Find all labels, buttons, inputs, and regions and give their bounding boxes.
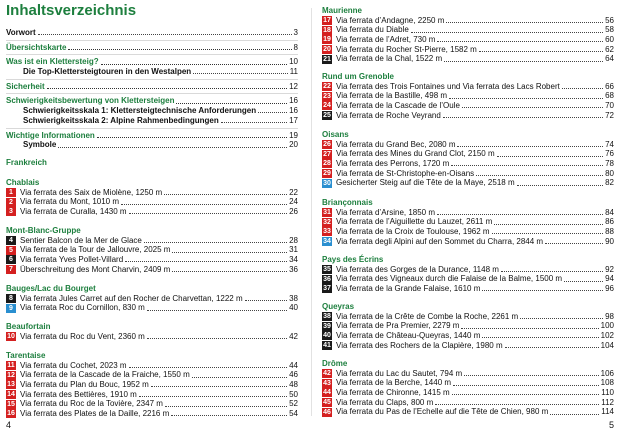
route-page: 100 xyxy=(600,321,614,331)
route-page: 98 xyxy=(605,311,614,321)
route-entry[interactable] xyxy=(322,45,614,55)
route-page: 62 xyxy=(605,44,614,54)
route-page: 82 xyxy=(605,178,614,188)
country-heading xyxy=(6,158,298,168)
route-page: 90 xyxy=(605,236,614,246)
route-title: Via ferrata du Roc de la Tovière, 2347 m xyxy=(20,399,163,409)
toc-subentry-skala-2[interactable]: Schwierigkeitsskala 2: Alpine Rahmenbedingungen 17 xyxy=(23,115,298,125)
route-number-badge: 15 xyxy=(7,400,15,408)
route-number-badge: 32 xyxy=(323,218,331,226)
route-number-badge: 39 xyxy=(323,322,331,330)
route-number-badge: 10 xyxy=(7,333,15,341)
route-title: Via ferrata du Cochet, 2023 m xyxy=(20,360,127,370)
toc-subentry-top-touren[interactable]: Die Top-Klettersteigtouren in den Westalpen 11 xyxy=(23,67,298,77)
route-number-badge: 37 xyxy=(323,285,331,293)
route-number-badge: 12 xyxy=(7,371,15,379)
route-title: Via ferrata Jules Carret auf den Rocher de Charvettan, 1222 m xyxy=(20,293,243,303)
route-title: Via ferrata des Rochers de la Clapière, 1980 m xyxy=(336,340,503,350)
toc-entry-uebersichtskarte[interactable]: Übersichtskarte 8 xyxy=(6,42,298,52)
route-page: 34 xyxy=(289,255,298,265)
route-group xyxy=(6,284,298,313)
route-entry[interactable] xyxy=(322,378,614,388)
route-title: Via ferrata des Mines du Grand Clot, 2150 m xyxy=(336,149,495,159)
route-number-badge: 40 xyxy=(323,332,331,340)
group-heading: Maurienne xyxy=(322,6,363,15)
route-page: 114 xyxy=(601,407,614,417)
route-number-badge: 22 xyxy=(323,83,331,91)
route-title: Via ferrata des Gorges de la Durance, 1148 m xyxy=(336,264,499,274)
route-page: 58 xyxy=(605,25,614,35)
route-number-badge: 35 xyxy=(323,266,331,274)
route-entry[interactable] xyxy=(322,369,614,379)
route-title: Via ferrata de la Grande Falaise, 1610 m xyxy=(336,284,481,294)
route-title: Via ferrata de Chironne, 1415 m xyxy=(336,388,450,398)
group-heading: Pays des Écrins xyxy=(322,255,384,264)
route-number-badge: 46 xyxy=(323,408,331,416)
route-number-badge: 26 xyxy=(323,141,331,149)
route-title: Via ferrata de l’Adret, 730 m xyxy=(336,35,436,45)
route-page: 96 xyxy=(605,284,614,294)
route-page: 110 xyxy=(601,388,614,398)
route-group xyxy=(322,6,614,64)
route-page: 38 xyxy=(289,293,298,303)
route-title: Via ferrata de l’Aiguillette du Lauzet, 2611 m xyxy=(336,217,493,227)
group-heading: Tarentaise xyxy=(6,351,46,360)
route-number-badge: 5 xyxy=(6,246,16,255)
route-page: 24 xyxy=(289,197,298,207)
route-group xyxy=(322,130,614,188)
toc-entry-vorwort[interactable]: Vorwort 3 xyxy=(6,28,298,37)
route-entry[interactable] xyxy=(6,265,298,275)
toc-title: Inhaltsverzeichnis xyxy=(6,2,137,19)
route-title: Via ferrata du Claps, 800 m xyxy=(336,397,434,407)
route-page: 106 xyxy=(600,368,614,378)
route-page: 54 xyxy=(289,409,298,419)
route-entry[interactable] xyxy=(322,341,614,351)
route-entry[interactable] xyxy=(322,101,614,111)
route-entry[interactable] xyxy=(6,294,298,304)
route-number-badge: 9 xyxy=(6,304,16,313)
route-title: Via ferrata de la Berche, 1440 m xyxy=(336,378,452,388)
route-title: Via ferrata de la Crête de Combe la Roche, 2261 m xyxy=(336,311,519,321)
route-number-badge: 21 xyxy=(323,55,331,63)
group-heading: Rund um Grenoble xyxy=(322,72,394,81)
route-title: Via ferrata Yves Pollet-Villard xyxy=(20,255,124,265)
route-number-badge: 29 xyxy=(323,170,331,178)
route-title: Via ferrata de Curalla, 1430 m xyxy=(20,207,127,217)
page-number-right: 5 xyxy=(608,420,614,430)
route-page: 31 xyxy=(289,245,298,255)
route-page: 64 xyxy=(605,54,614,64)
route-entry[interactable] xyxy=(322,82,614,92)
route-entry[interactable] xyxy=(6,361,298,371)
route-entry[interactable] xyxy=(322,227,614,237)
route-entry[interactable] xyxy=(322,111,614,121)
route-title: Via ferrata des Perrons, 1720 m xyxy=(336,159,450,169)
route-title: Via ferrata du Roc du Vent, 2360 m xyxy=(20,331,145,341)
route-entry[interactable] xyxy=(322,331,614,341)
route-title: Überschreitung des Mont Charvin, 2409 m xyxy=(20,264,171,274)
route-entry[interactable] xyxy=(6,303,298,313)
group-heading: Chablais xyxy=(6,178,40,187)
route-entry[interactable] xyxy=(322,169,614,179)
route-number-badge: 36 xyxy=(323,275,331,283)
route-number-badge: 3 xyxy=(6,207,16,216)
route-page: 104 xyxy=(600,340,614,350)
route-page: 50 xyxy=(289,389,298,399)
route-number-badge: 33 xyxy=(323,228,331,236)
route-entry[interactable] xyxy=(322,16,614,26)
route-entry[interactable] xyxy=(6,245,298,255)
route-page: 76 xyxy=(605,149,614,159)
route-entry[interactable] xyxy=(322,208,614,218)
route-entry[interactable] xyxy=(322,388,614,398)
route-group xyxy=(6,322,298,341)
route-entry[interactable] xyxy=(6,332,298,342)
group-heading: Mont-Blanc-Gruppe xyxy=(6,226,81,235)
route-entry[interactable] xyxy=(6,409,298,419)
route-page: 72 xyxy=(605,110,614,120)
route-title: Via ferrata de la Bastille, 498 m xyxy=(336,91,448,101)
toc-entry-sicherheit[interactable]: Sicherheit 12 xyxy=(6,81,298,91)
route-entry[interactable] xyxy=(6,207,298,217)
route-group xyxy=(6,351,298,419)
route-page: 80 xyxy=(605,168,614,178)
route-entry[interactable] xyxy=(6,188,298,198)
route-title: Via ferrata de Pra Premier, 2279 m xyxy=(336,321,460,331)
route-title: Via ferrata de la Chal, 1522 m xyxy=(336,54,443,64)
route-title: Via ferrata de Roche Veyrand xyxy=(336,110,441,120)
route-page: 60 xyxy=(605,35,614,45)
route-page: 112 xyxy=(601,397,614,407)
route-number-badge: 19 xyxy=(323,36,331,44)
group-heading: Drôme xyxy=(322,359,348,368)
route-page: 66 xyxy=(605,81,614,91)
route-title: Via ferrata Roc du Cornillon, 830 m xyxy=(20,303,145,313)
route-entry[interactable] xyxy=(6,197,298,207)
route-title: Via ferrata d’Arsine, 1850 m xyxy=(336,207,436,217)
route-number-badge: 6 xyxy=(6,255,16,264)
route-group xyxy=(322,72,614,120)
route-number-badge: 23 xyxy=(323,92,331,100)
route-number-badge: 24 xyxy=(323,102,331,110)
route-entry[interactable] xyxy=(322,265,614,275)
route-page: 86 xyxy=(605,217,614,227)
group-heading: Beaufortain xyxy=(6,322,51,331)
route-number-badge: 11 xyxy=(7,362,15,370)
route-entry[interactable] xyxy=(6,370,298,380)
route-number-badge: 44 xyxy=(323,389,331,397)
route-entry[interactable] xyxy=(322,321,614,331)
route-number-badge: 42 xyxy=(323,370,331,378)
route-page: 78 xyxy=(605,159,614,169)
route-number-badge: 34 xyxy=(323,238,331,246)
route-entry[interactable] xyxy=(322,149,614,159)
toc-subentry-symbole[interactable]: Symbole 20 xyxy=(23,140,298,150)
route-page: 26 xyxy=(289,207,298,217)
route-title: Via ferrata de la Croix de Toulouse, 1962 m xyxy=(336,227,490,237)
route-number-badge: 4 xyxy=(6,236,16,245)
route-entry[interactable] xyxy=(322,91,614,101)
toc-entry-bewertung[interactable]: Schwierigkeitsbewertung von Klettersteigen 16 xyxy=(6,96,298,106)
route-page: 56 xyxy=(605,15,614,25)
route-page: 28 xyxy=(289,235,298,245)
route-title: Via ferrata du Mont, 1010 m xyxy=(20,197,120,207)
route-title: Via ferrata du Grand Bec, 2080 m xyxy=(336,139,456,149)
route-group xyxy=(322,255,614,294)
route-page: 40 xyxy=(289,303,298,313)
route-page: 46 xyxy=(289,370,298,380)
route-page: 22 xyxy=(289,187,298,197)
route-number-badge: 13 xyxy=(7,381,15,389)
route-number-badge: 43 xyxy=(323,379,331,387)
route-title: Via ferrata du Lac du Sautet, 794 m xyxy=(336,368,463,378)
route-page: 92 xyxy=(605,264,614,274)
route-group xyxy=(322,198,614,246)
route-page: 108 xyxy=(600,378,614,388)
route-page: 84 xyxy=(605,207,614,217)
route-title: Via ferrata des Saix de Miolène, 1250 m xyxy=(20,187,163,197)
route-entry[interactable] xyxy=(6,399,298,409)
route-title: Via ferrata du Plan du Bouc, 1952 m xyxy=(20,380,149,390)
route-page: 88 xyxy=(605,227,614,237)
toc-entry-klettersteig[interactable]: Was ist ein Klettersteig? 10 xyxy=(6,57,298,67)
route-title: Via ferrata de la Tour de Jallouvre, 2025 m xyxy=(20,245,171,255)
route-number-badge: 30 xyxy=(323,179,331,187)
route-number-badge: 31 xyxy=(323,209,331,217)
route-title: Via ferrata des Vigneaux durch die Falaise de la Balme, 1500 m xyxy=(336,274,563,284)
route-page: 44 xyxy=(289,360,298,370)
route-page: 74 xyxy=(605,139,614,149)
route-entry[interactable] xyxy=(322,217,614,227)
route-page: 68 xyxy=(605,91,614,101)
page-number-left: 4 xyxy=(6,420,12,430)
route-number-badge: 45 xyxy=(323,399,331,407)
route-page: 102 xyxy=(600,331,614,341)
route-page: 70 xyxy=(605,101,614,111)
route-number-badge: 16 xyxy=(7,410,15,418)
route-entry[interactable] xyxy=(322,140,614,150)
route-page: 48 xyxy=(289,380,298,390)
route-entry[interactable] xyxy=(322,284,614,294)
route-entry[interactable] xyxy=(322,398,614,408)
intro-section xyxy=(6,28,298,150)
route-title: Gesicherter Steig auf die Tête de la Maye, 2518 m xyxy=(336,178,515,188)
route-group xyxy=(322,302,614,350)
route-number-badge: 17 xyxy=(323,17,331,25)
route-group xyxy=(322,359,614,417)
route-entry[interactable] xyxy=(6,380,298,390)
route-number-badge: 7 xyxy=(6,265,16,274)
route-entry[interactable] xyxy=(322,407,614,417)
route-entry[interactable] xyxy=(6,236,298,246)
route-number-badge: 2 xyxy=(6,198,16,207)
route-number-badge: 20 xyxy=(323,46,331,54)
route-entry[interactable] xyxy=(6,255,298,265)
route-title: Via ferrata des Bettières, 1910 m xyxy=(20,389,137,399)
route-title: Via ferrata des Trois Fontaines und Via ferrata des Lacs Robert xyxy=(336,81,560,91)
route-title: Via ferrata de la Cascade de la Fraiche, 1550 m xyxy=(20,370,190,380)
route-entry[interactable] xyxy=(322,159,614,169)
route-number-badge: 25 xyxy=(323,112,331,120)
group-heading: Bauges/Lac du Bourget xyxy=(6,284,96,293)
page-gutter xyxy=(311,8,312,416)
route-number-badge: 28 xyxy=(323,160,331,168)
route-entry[interactable] xyxy=(322,35,614,45)
route-entry[interactable] xyxy=(6,390,298,400)
route-number-badge: 27 xyxy=(323,150,331,158)
route-number-badge: 14 xyxy=(7,391,15,399)
route-entry[interactable] xyxy=(322,54,614,64)
route-title: Via ferrata de St-Christophe-en-Oisans xyxy=(336,168,475,178)
route-title: Via ferrata degli Alpini auf den Sommet du Charra, 2844 m xyxy=(336,236,544,246)
route-title: Via ferrata des Plates de la Daille, 2216 m xyxy=(20,409,170,419)
toc-subentry-skala-1[interactable]: Schwierigkeitsskala 1: Klettersteigtechnische Anforderungen 16 xyxy=(23,106,298,116)
route-page: 36 xyxy=(289,264,298,274)
group-heading: Queyras xyxy=(322,302,355,311)
route-entry[interactable] xyxy=(322,312,614,322)
route-number-badge: 18 xyxy=(323,26,331,34)
route-page: 94 xyxy=(605,274,614,284)
route-title: Via ferrata du Pas de l’Echelle auf die Tête de Chien, 980 m xyxy=(336,407,549,417)
group-heading: Briançonnais xyxy=(322,198,373,207)
route-number-badge: 1 xyxy=(6,188,16,197)
route-number-badge: 8 xyxy=(6,294,16,303)
route-group xyxy=(6,178,298,217)
route-title: Via ferrata du Rocher St-Pierre, 1582 m xyxy=(336,44,477,54)
route-page: 42 xyxy=(289,331,298,341)
country-title: Frankreich xyxy=(6,158,47,167)
route-entry[interactable] xyxy=(322,25,614,35)
route-entry[interactable] xyxy=(322,178,614,188)
route-title: Via ferrata de Château-Queyras, 1440 m xyxy=(336,331,481,341)
route-entry[interactable] xyxy=(322,237,614,247)
group-heading: Oisans xyxy=(322,130,349,139)
route-group xyxy=(6,226,298,274)
route-entry[interactable] xyxy=(322,274,614,284)
route-title: Via ferrata de la Cascade de l’Oule xyxy=(336,101,460,111)
route-title: Sentier Balcon de la Mer de Glace xyxy=(20,235,142,245)
route-page: 52 xyxy=(289,399,298,409)
route-number-badge: 38 xyxy=(323,313,331,321)
toc-entry-informationen[interactable]: Wichtige Informationen 19 xyxy=(6,130,298,140)
route-number-badge: 41 xyxy=(323,342,331,350)
route-title: Via ferrata du Diable xyxy=(336,25,409,35)
route-title: Via ferrata d’Andagne, 2250 m xyxy=(336,15,445,25)
